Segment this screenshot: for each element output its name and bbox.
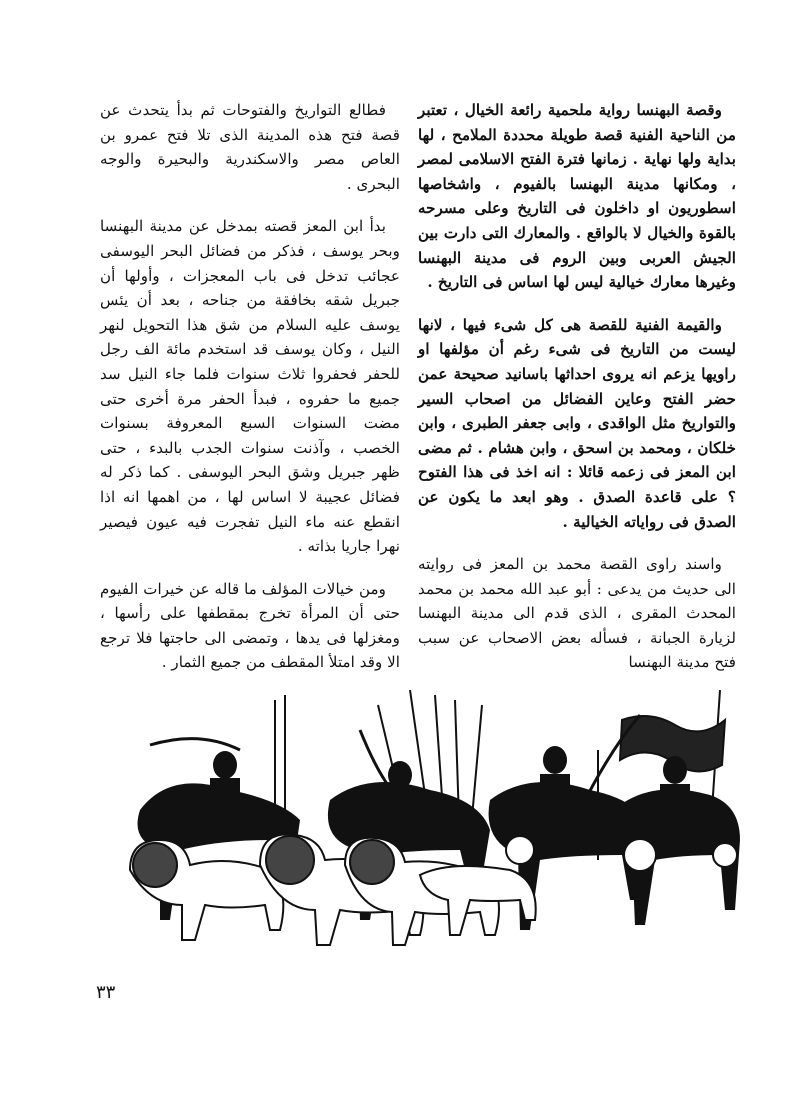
paragraph: والقيمة الفنية للقصة هى كل شىء فيها ، لانها ليست من التاريخ فى شىء رغم أن مؤلفها او راويها يزعم انه يروى احداثها باسانيد صحيحة عمن حضر الفتح وعاين الفضائل من اصحاب السير والتواريخ مثل الواقدى ، وابى جعفر الطبرى ، وابن خلكان ، ومحمد بن اسحق ، وابن هشام . ثم مضى ابن المعز فى زعمه قائلا : انه اخذ فى هذا الفتوح ؟ على قاعدة الصدق . وهو ابعد ما يكون عن الصدق فى رواياته الخيالية . [418, 315, 736, 531]
battle-illustration [110, 690, 740, 960]
paragraph: فطالع التواريخ والفتوحات ثم بدأ يتحدث عن قصة فتح هذه المدينة الذى تلا فتح عمرو بن العاص مصر والاسكندرية والبحيرة والوجه البحرى . [100, 101, 400, 193]
left-column [100, 98, 400, 693]
paragraph: واسند راوى القصة محمد بن المعز فى روايته الى حديث من يدعى : أبو عبد الله محمد بن محمد المحدث المقرى ، الذى قدم الى مدينة البهنسا لزيارة الجبانة ، فسأله بعض الاصحاب عن سبب فتح مدينة البهنسا [418, 555, 736, 672]
paragraph: وقصة البهنسا رواية ملحمية رائعة الخيال ، تعتبر من الناحية الفنية قصة طويلة محددة الملامح ، لها بداية ولها نهاية . زمانها فترة الفتح الاسلامى لمصر ، ومكانها مدينة البهنسا بالفيوم ، واشخاصها اسطوريون او داخلون فى التاريخ وعلى مسرحه بالقوة والخيال لا بالواقع . والمعارك التى دارت بين الجيش العربى وبين الروم فى مدينة البهنسا وغيرها معارك خيالية ليس لها اساس فى التاريخ . [418, 101, 736, 292]
paragraph: ومن خيالات المؤلف ما قاله عن خيرات الفيوم حتى أن المرأة تخرج بمقطفها على رأسها ، ومغزلها فى يدها ، وتمضى الى حاجتها فلا ترجع الا وقد امتلأ المقطف من جميع الثمار . [100, 579, 400, 672]
right-column [418, 98, 736, 693]
paragraph: بدأ ابن المعز قصته بمدخل عن مدينة البهنسا وبحر يوسف ، فذكر من فضائل البحر اليوسفى عجائب تدخل فى باب المعجزات ، وأولها أن جبريل شقه بخافقة من جناحه ، بعد أن يئس يوسف عليه السلام من شق هذا التحويل لنهر النيل ، وكان يوسف قد استخدم مائة الف رجل للحفر فحفروا ثلاث سنوات فلما جاء النيل سد جميع ما حفروه ، فبدأ الحفر مرة أخرى حتى مضت السنوات السبع المعروفة بسنوات الخصب ، وآذنت سنوات الجدب بالبدء ، حتى ظهر جبريل وشق البحر اليوسفى . كما ذكر له فضائل عجيبة لا اساس لها ، من اهمها انه اذا انقطع عنه ماء النيل تفجرت فيه عيون فيصير نهرا جاريا بذاته . [100, 217, 400, 556]
page-number: ٣٣ [96, 982, 116, 1003]
